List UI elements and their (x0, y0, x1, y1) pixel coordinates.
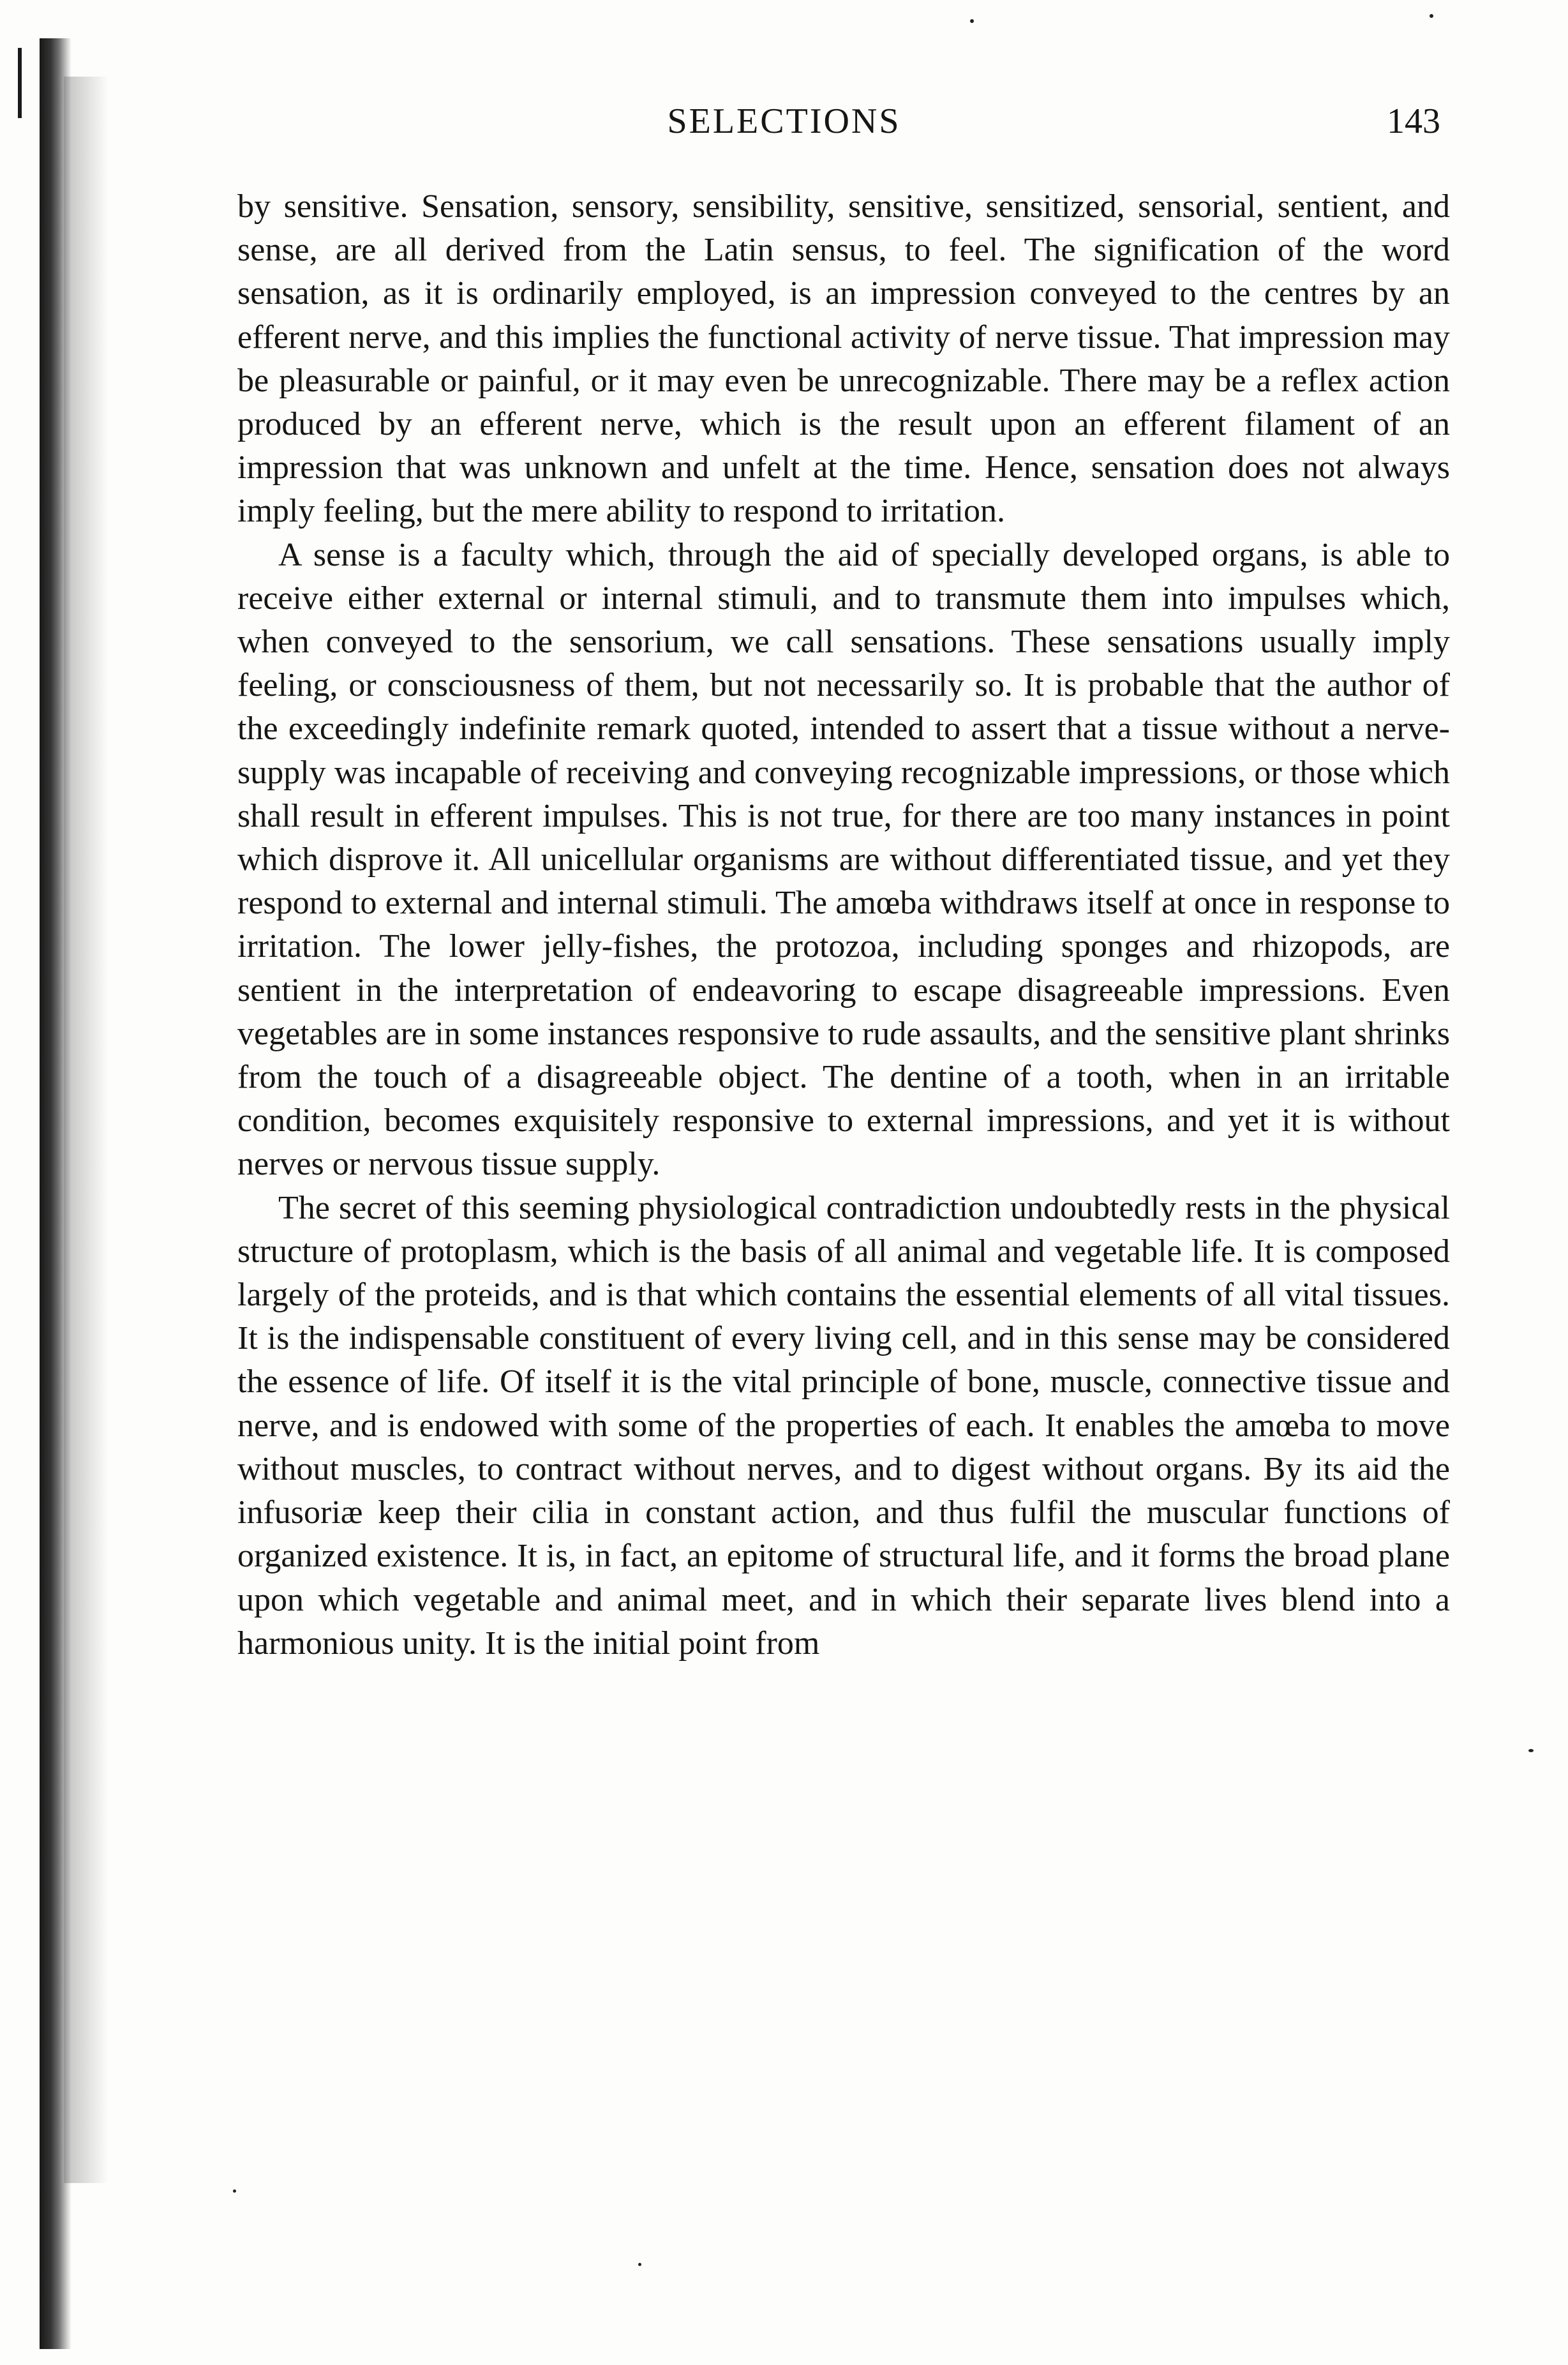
paragraph: by sensitive. Sensation, sensory, sensibility, sensitive, sensitized, sensorial, sentient, and sense, are all derived from the Latin sensus, to feel. The signification of the word sensation, as it is ordinarily employed, is an impression conveyed to the centres by an efferent nerve, and this implies the functional activity of nerve tissue. That impression may be pleasurable or painful, or it may even be unrecognizable. There may be a reflex action produced by an efferent nerve, which is the result upon an efferent filament of an impression that was unknown and unfelt at the time. Hence, sensation does not always imply feeling, but the mere ability to respond to irritation. (237, 188, 1450, 530)
binding-edge-fade (64, 77, 108, 2183)
page-header (0, 96, 1568, 147)
ink-speck (1528, 1749, 1534, 1752)
ink-speck (638, 2263, 641, 2266)
ink-speck (233, 2189, 236, 2193)
paragraph: The secret of this seeming physiological contradiction undoubtedly rests in the physical structure of protoplasm, which is the basis of all animal and vegetable life. It is composed largely of the proteids, and is that which contains the essential elements of all vital tissues. It is the indispensable constituent of every living cell, and in this sense may be considered the essence of life. Of itself it is the vital principle of bone, muscle, connective tissue and nerve, and is endowed with some of the properties of each. It enables the amœba to move without muscles, to contract without nerves, and to digest without organs. By its aid the infusoriæ keep their cilia in constant action, and thus fulfil the muscular functions of organized existence. It is, in fact, an epitome of structural life, and it forms the broad plane upon which vegetable and animal meet, and in which their separate lives blend into a harmonious unity. It is the initial point from (237, 1189, 1450, 1662)
running-head: SELECTIONS (667, 101, 901, 141)
page-number: 143 (1387, 101, 1440, 141)
ink-speck (1430, 14, 1433, 18)
body-text (237, 185, 1450, 1665)
paragraph: A sense is a faculty which, through the aid of specially developed organs, is able to receive either external or internal stimuli, and to transmute them into impulses which, when conveyed to the sensorium, we call sensations. These sensations usually imply feeling, or consciousness of them, but not necessarily so. It is probable that the author of the exceedingly indefinite remark quoted, intended to assert that a tissue without a nerve-supply was incapable of receiving and conveying recognizable impressions, or those which shall result in efferent impulses. This is not true, for there are too many instances in point which disprove it. All unicellular organisms are without differentiated tissue, and yet they respond to external and internal stimuli. The amœba withdraws itself at once in response to irritation. The lower jelly-fishes, the protozoa, including sponges and rhizopods, are sentient in the interpretation of endeavoring to escape disagreeable impressions. Even vegetables are in some instances responsive to rude assaults, and the sensitive plant shrinks from the touch of a disagreeable object. The dentine of a tooth, when in an irritable condition, becomes exquisitely responsive to external impressions, and yet it is without nerves or nervous tissue supply. (237, 536, 1450, 1183)
ink-speck (970, 19, 974, 23)
